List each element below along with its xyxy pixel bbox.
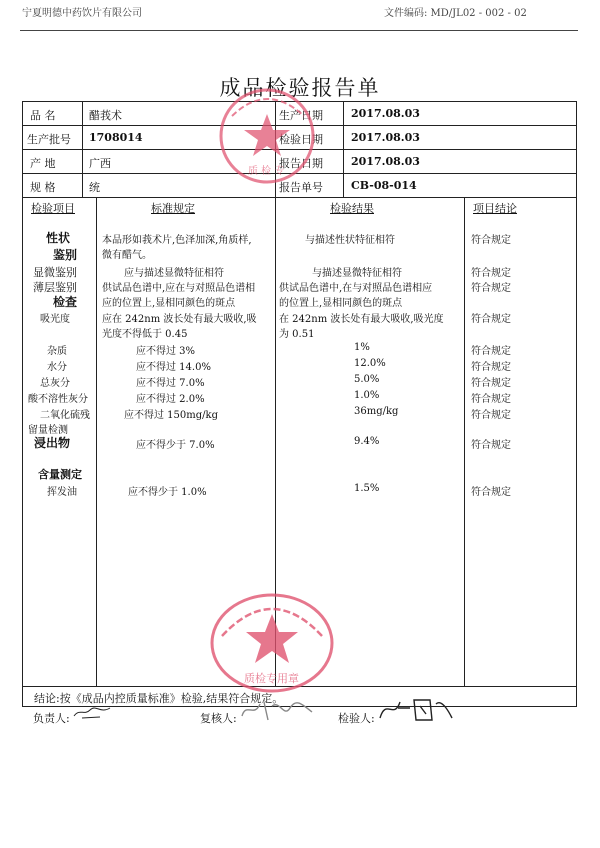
standard-absorbance-2: 光度不得低于 0.45 (102, 329, 188, 340)
standard-total-ash: 应不得过 7.0% (136, 378, 205, 389)
report-date-label: 报告日期 (279, 157, 323, 170)
spec-label: 规 格 (30, 181, 56, 194)
batch-label: 生产批号 (27, 133, 71, 146)
item-appearance: 性状 (46, 231, 71, 245)
item-volatile-oil: 挥发油 (47, 487, 77, 498)
result-appearance: 与描述性状特征相符 (305, 235, 395, 246)
document-number: 文件编码: MD/JL02 - 002 - 02 (384, 8, 527, 19)
reviewer-label: 复核人: (200, 712, 237, 725)
svg-text:质检专用章: 质检专用章 (244, 672, 299, 685)
header-rule (20, 30, 578, 31)
col-divider (343, 101, 344, 197)
page-title: 成品检验报告单 (219, 76, 381, 100)
result-acid-ash: 1.0% (354, 390, 380, 401)
conclusion-microscopic: 符合规定 (471, 268, 511, 279)
production-date-value: 2017.08.03 (351, 107, 420, 120)
inspector-signature (376, 694, 456, 724)
result-impurity: 1% (354, 342, 370, 353)
result-absorbance-2: 为 0.51 (279, 329, 315, 340)
item-impurity: 杂质 (47, 346, 67, 357)
column-header-conclusion: 项目结论 (473, 202, 517, 215)
item-total-ash: 总灰分 (40, 378, 70, 389)
responsible-label: 负责人: (33, 712, 70, 725)
standard-tlc: 供试品色谱中,应在与对照品色谱相 (102, 283, 256, 294)
result-tlc: 供试品色谱中,在与对照品色谱相应 (279, 283, 433, 294)
result-tlc-2: 的位置上,显相同颜色的斑点 (279, 298, 403, 309)
item-moisture: 水分 (47, 362, 67, 373)
column-header-standard: 标准规定 (151, 202, 195, 215)
item-absorbance: 吸光度 (40, 314, 70, 325)
inspection-date-label: 检验日期 (279, 133, 323, 146)
report-number-label: 报告单号 (279, 181, 323, 194)
standard-extract: 应不得少于 7.0% (136, 440, 215, 451)
responsible-signature (70, 700, 115, 722)
result-microscopic: 与描述显微特征相符 (312, 268, 402, 279)
conclusion-acid-ash: 符合规定 (471, 394, 511, 405)
reviewer-signature (238, 696, 318, 724)
col-divider (464, 197, 465, 686)
standard-appearance-2: 微有醋气。 (102, 250, 152, 261)
inspection-date-value: 2017.08.03 (351, 131, 420, 144)
conclusion-volatile-oil: 符合规定 (471, 487, 511, 498)
product-label: 品 名 (30, 109, 56, 122)
result-absorbance: 在 242nm 波长处有最大吸收,吸光度 (279, 314, 444, 325)
inspector-label: 检验人: (338, 712, 375, 725)
conclusion-text: 结论:按《成品内控质量标准》检验,结果符合规定。 (34, 692, 284, 705)
item-microscopic: 显微鉴别 (33, 266, 77, 279)
company-header: 宁夏明德中药饮片有限公司 (22, 8, 142, 19)
conclusion-appearance: 符合规定 (471, 235, 511, 246)
standard-volatile-oil: 应不得少于 1.0% (128, 487, 207, 498)
standard-appearance: 本品形如莪术片,色泽加深,角质样, (102, 235, 252, 246)
column-header-item: 检验项目 (31, 202, 75, 215)
product-value: 醋莪术 (89, 109, 122, 122)
row-divider (22, 197, 577, 198)
conclusion-extract: 符合规定 (471, 440, 511, 451)
production-date-label: 生产日期 (279, 109, 323, 122)
conclusion-absorbance: 符合规定 (471, 314, 511, 325)
result-total-ash: 5.0% (354, 374, 380, 385)
item-inspection: 检查 (53, 295, 78, 309)
item-sulfur-dioxide: 二氧化硫残 (40, 410, 90, 421)
origin-value: 广西 (89, 157, 111, 170)
standard-absorbance: 应在 242nm 波长处有最大吸收,吸 (102, 314, 257, 325)
conclusion-moisture: 符合规定 (471, 362, 511, 373)
standard-impurity: 应不得过 3% (136, 346, 196, 357)
company-seal-bottom (208, 592, 336, 694)
svg-text:质 检 专: 质 检 专 (248, 166, 285, 177)
item-identification: 鉴别 (53, 248, 78, 262)
conclusion-impurity: 符合规定 (471, 346, 511, 357)
result-sulfur-dioxide: 36mg/kg (354, 406, 399, 417)
standard-acid-ash: 应不得过 2.0% (136, 394, 205, 405)
standard-microscopic: 应与描述显微特征相符 (124, 268, 224, 279)
col-divider (82, 101, 83, 197)
col-divider (96, 197, 97, 686)
company-seal-top (212, 86, 322, 186)
item-extract: 浸出物 (34, 436, 71, 450)
result-volatile-oil: 1.5% (354, 483, 380, 494)
item-sulfur-dioxide-2: 留量检测 (28, 425, 68, 436)
result-extract: 9.4% (354, 436, 380, 447)
standard-sulfur-dioxide: 应不得过 150mg/kg (124, 410, 218, 421)
item-acid-ash: 酸不溶性灰分 (28, 394, 88, 405)
spec-value: 统 (89, 181, 100, 194)
item-assay: 含量测定 (38, 468, 82, 481)
item-tlc: 薄层鉴别 (33, 281, 77, 294)
standard-tlc-2: 应的位置上,显相同颜色的斑点 (102, 298, 236, 309)
conclusion-total-ash: 符合规定 (471, 378, 511, 389)
result-moisture: 12.0% (354, 358, 386, 369)
report-number-value: CB-08-014 (351, 179, 417, 192)
standard-moisture: 应不得过 14.0% (136, 362, 211, 373)
conclusion-sulfur-dioxide: 符合规定 (471, 410, 511, 421)
conclusion-tlc: 符合规定 (471, 283, 511, 294)
origin-label: 产 地 (30, 157, 56, 170)
batch-value: 1708014 (89, 131, 143, 144)
column-header-result: 检验结果 (330, 202, 374, 215)
report-date-value: 2017.08.03 (351, 155, 420, 168)
